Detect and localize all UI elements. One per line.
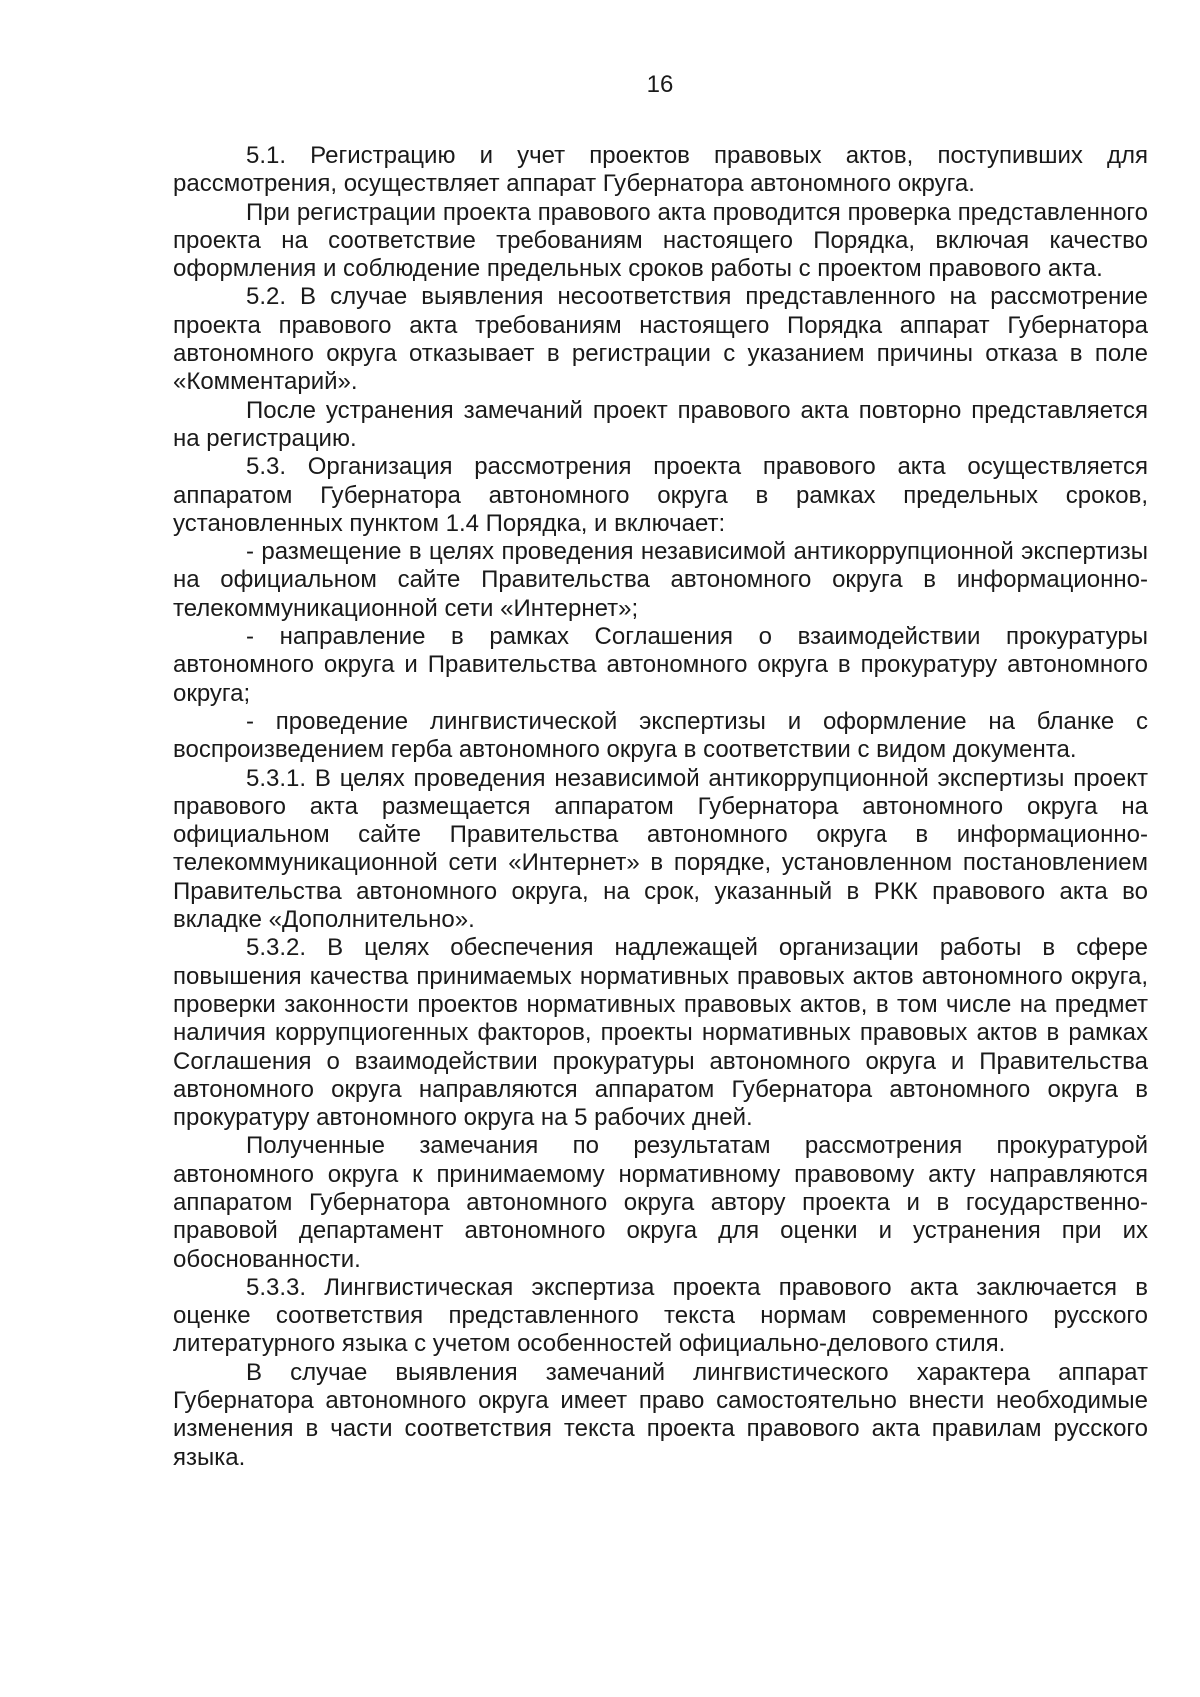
paragraph-5-3-3: 5.3.3. Лингвистическая экспертиза проекта правового акта заключается в оценке соответствия представленного текста нормам современного русского литературного языка с учетом особенностей официально-делового стиля. xyxy=(173,1273,1148,1358)
paragraph-remarks: Полученные замечания по результатам рассмотрения прокуратурой автономного округа к принимаемому нормативному правовому акту направляются аппаратом Губернатора автономного округа автору проекта и в государственно-правовой департамент автономного округа для оценки и устранения при их обоснованности. xyxy=(173,1132,1148,1273)
paragraph-resubmission: После устранения замечаний проект правового акта повторно представляется на регистрацию. xyxy=(173,396,1148,452)
document-body xyxy=(173,142,1148,1472)
paragraph-5-3-1: 5.3.1. В целях проведения независимой антикоррупционной экспертизы проект правового акта размещается аппаратом Губернатора автономного округа на официальном сайте Правительства автономного округа в информационно-телекоммуникационной сети «Интернет» в порядке, установленном постановлением Правительства автономного округа, на срок, указанный в РКК правового акта во вкладке «Дополнительно». xyxy=(173,764,1148,934)
paragraph-5-1: 5.1. Регистрацию и учет проектов правовых актов, поступивших для рассмотрения, осуществляет аппарат Губернатора автономного округа. xyxy=(173,142,1148,198)
paragraph-5-2: 5.2. В случае выявления несоответствия представленного на рассмотрение проекта правового акта требованиям настоящего Порядка аппарат Губернатора автономного округа отказывает в регистрации с указанием причины отказа в поле «Комментарий». xyxy=(173,283,1148,396)
list-item-linguistic-review: - проведение лингвистической экспертизы и оформление на бланке с воспроизведением герба автономного округа в соответствии с видом документа. xyxy=(173,707,1148,764)
paragraph-5-3-2: 5.3.2. В целях обеспечения надлежащей организации работы в сфере повышения качества принимаемых нормативных правовых актов автономного округа, проверки законности проектов нормативных правовых актов, в том числе на предмет наличия коррупциогенных факторов, проекты нормативных правовых актов в рамках Соглашения о взаимодействии прокуратуры автономного округа и Правительства автономного округа направляются аппаратом Губернатора автономного округа в прокуратуру автономного округа на 5 рабочих дней. xyxy=(173,934,1148,1132)
page-number: 16 xyxy=(646,71,674,98)
paragraph-registration-check: При регистрации проекта правового акта проводится проверка представленного проекта на соответствие требованиям настоящего Порядка, включая качество оформления и соблюдение предельных сроков работы с проектом правового акта. xyxy=(173,198,1148,283)
list-item-publication: - размещение в целях проведения независимой антикоррупционной экспертизы на официальном сайте Правительства автономного округа в информационно-телекоммуникационной сети «Интернет»; xyxy=(173,538,1148,622)
paragraph-5-3: 5.3. Организация рассмотрения проекта правового акта осуществляется аппаратом Губернатора автономного округа в рамках предельных сроков, установленных пунктом 1.4 Порядка, и включает: xyxy=(173,453,1148,537)
list-item-prosecutor: - направление в рамках Соглашения о взаимодействии прокуратуры автономного округа и Правительства автономного округа в прокуратуру автономного округа; xyxy=(173,623,1148,707)
paragraph-linguistic-corrections: В случае выявления замечаний лингвистического характера аппарат Губернатора автономного округа имеет право самостоятельно внести необходимые изменения в части соответствия текста проекта правового акта правилам русского языка. xyxy=(173,1358,1148,1471)
